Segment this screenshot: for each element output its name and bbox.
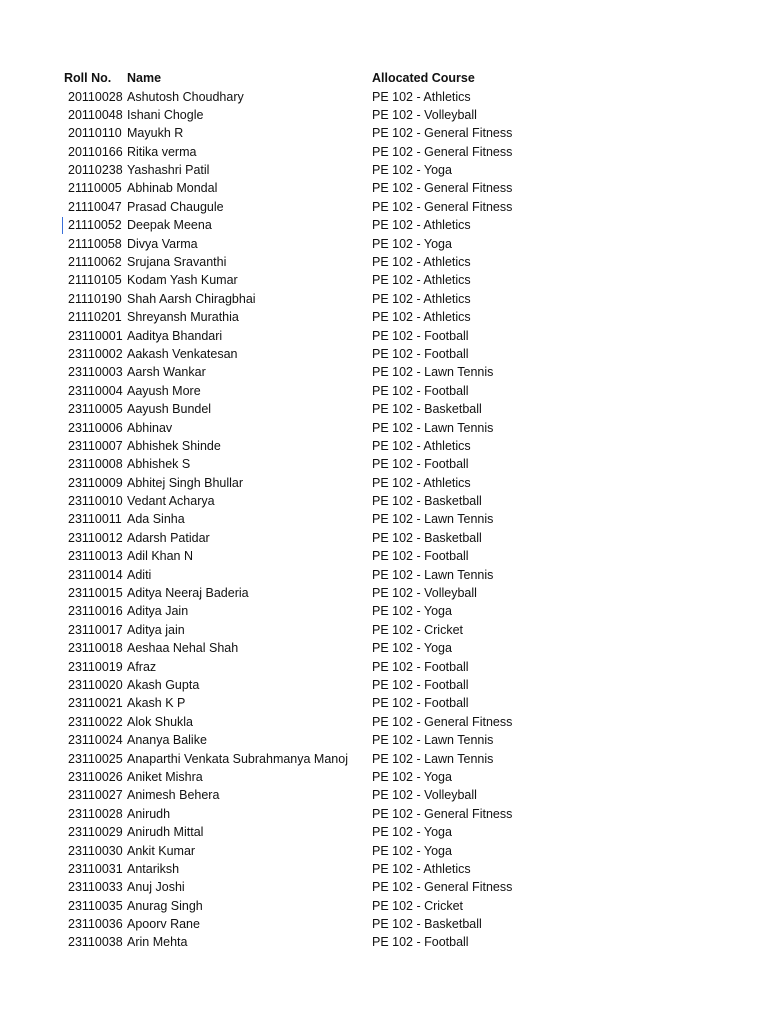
table-row (0, 547, 768, 565)
cell-name: Aniket Mishra (127, 769, 203, 784)
cell-roll-no: 20110238 (68, 163, 123, 178)
cell-name: Aditya jain (127, 622, 185, 637)
cell-name: Abhinav (127, 420, 173, 435)
cell-allocated-course: PE 102 - Cricket (372, 898, 464, 913)
cell-name: Anirudh (127, 806, 171, 821)
cell-allocated-course: PE 102 - Athletics (372, 310, 471, 325)
cell-roll-no: 23110028 (68, 806, 123, 821)
cell-allocated-course: PE 102 - Yoga (372, 769, 452, 784)
cell-roll-no: 23110033 (68, 880, 123, 895)
cell-allocated-course: PE 102 - General Fitness (372, 126, 513, 141)
table-row (0, 290, 768, 308)
table-row (0, 492, 768, 510)
cell-allocated-course: PE 102 - Athletics (372, 273, 471, 288)
cell-roll-no: 23110018 (68, 641, 123, 656)
cell-roll-no: 23110030 (68, 843, 123, 858)
table-row (0, 124, 768, 142)
cell-name: Aayush Bundel (127, 402, 212, 417)
cell-roll-no: 23110024 (68, 733, 123, 748)
cell-name: Akash K P (127, 696, 186, 711)
cell-allocated-course: PE 102 - Football (372, 935, 469, 950)
cell-name: Aarsh Wankar (127, 365, 206, 380)
cell-name: Ritika verma (127, 144, 197, 159)
cell-roll-no: 20110048 (68, 107, 123, 122)
cell-name: Aaditya Bhandari (127, 328, 223, 343)
table-row (0, 639, 768, 657)
table-row (0, 694, 768, 712)
cell-name: Anirudh Mittal (127, 825, 204, 840)
table-header (0, 69, 768, 87)
cell-allocated-course: PE 102 - General Fitness (372, 181, 513, 196)
cell-roll-no: 23110017 (68, 622, 123, 637)
table-row (0, 455, 768, 473)
cell-roll-no: 23110009 (68, 475, 123, 490)
cell-allocated-course: PE 102 - Cricket (372, 622, 464, 637)
cell-roll-no: 23110001 (68, 328, 123, 343)
cell-roll-no: 23110021 (68, 696, 123, 711)
cell-allocated-course: PE 102 - Basketball (372, 402, 482, 417)
table-row (0, 860, 768, 878)
cell-allocated-course: PE 102 - Football (372, 659, 469, 674)
cell-roll-no: 23110020 (68, 678, 123, 692)
cell-roll-no: 23110002 (68, 346, 123, 361)
cell-allocated-course: PE 102 - Yoga (372, 843, 452, 858)
cell-name: Shreyansh Murathia (127, 310, 239, 325)
cell-allocated-course: PE 102 - Basketball (372, 494, 482, 509)
table-row (0, 271, 768, 289)
table-row (0, 437, 768, 455)
cell-name: Kodam Yash Kumar (127, 273, 238, 288)
table-row (0, 382, 768, 400)
cell-allocated-course: PE 102 - Athletics (372, 291, 471, 306)
cell-allocated-course: PE 102 - General Fitness (372, 714, 513, 729)
cell-allocated-course: PE 102 - Athletics (372, 218, 471, 233)
table-body (0, 88, 768, 952)
header-allocated-course: Allocated Course (372, 71, 475, 85)
table-row (0, 161, 768, 179)
table-row (0, 621, 768, 639)
cell-name: Divya Varma (127, 236, 198, 251)
cell-roll-no: 23110038 (68, 935, 123, 950)
table-row (0, 768, 768, 786)
table-row (0, 529, 768, 547)
table-row (0, 235, 768, 253)
cell-allocated-course: PE 102 - Yoga (372, 163, 452, 178)
cell-allocated-course: PE 102 - Football (372, 696, 469, 711)
table-row (0, 216, 768, 234)
cell-allocated-course: PE 102 - Volleyball (372, 788, 477, 803)
cell-name: Akash Gupta (127, 678, 200, 692)
table-row (0, 566, 768, 584)
cell-roll-no: 21110062 (68, 255, 122, 270)
cell-roll-no: 23110004 (68, 383, 123, 398)
cell-name: Apoorv Rane (127, 917, 200, 932)
cell-allocated-course: PE 102 - Volleyball (372, 586, 477, 601)
table-row (0, 658, 768, 676)
table-row (0, 106, 768, 124)
cell-name: Arin Mehta (127, 935, 188, 950)
cell-name: Mayukh R (127, 126, 184, 141)
cell-name: Aditya Jain (127, 604, 189, 619)
cell-name: Anurag Singh (127, 898, 203, 913)
cell-allocated-course: PE 102 - Yoga (372, 236, 452, 251)
cell-roll-no: 21110190 (68, 291, 122, 306)
cell-roll-no: 21110005 (68, 181, 122, 196)
cell-allocated-course: PE 102 - Lawn Tennis (372, 567, 494, 582)
cell-name: Vedant Acharya (127, 494, 215, 509)
cell-allocated-course: PE 102 - Athletics (372, 438, 471, 453)
cell-roll-no: 23110003 (68, 365, 123, 380)
cell-name: Afraz (127, 659, 157, 674)
cell-name: Shah Aarsh Chiragbhai (127, 291, 256, 306)
cell-roll-no: 20110028 (68, 89, 123, 104)
cell-roll-no: 21110047 (68, 199, 122, 214)
cell-roll-no: 21110058 (68, 236, 122, 251)
cell-allocated-course: PE 102 - Football (372, 678, 469, 692)
cell-roll-no: 23110029 (68, 825, 123, 840)
cell-roll-no: 23110011 (68, 512, 122, 527)
header-name: Name (127, 71, 162, 85)
table-row (0, 308, 768, 326)
cell-allocated-course: PE 102 - Athletics (372, 475, 471, 490)
cell-name: Alok Shukla (127, 714, 194, 729)
cell-allocated-course: PE 102 - General Fitness (372, 144, 513, 159)
cell-roll-no: 23110005 (68, 402, 123, 417)
cell-name: Adil Khan N (127, 549, 194, 564)
cell-roll-no: 23110012 (68, 530, 123, 545)
cell-roll-no: 21110052 (68, 218, 122, 233)
cell-name: Anaparthi Venkata Subrahmanya Manoj (127, 751, 348, 766)
table-row (0, 419, 768, 437)
cell-roll-no: 23110027 (68, 788, 123, 803)
cell-name: Adarsh Patidar (127, 530, 210, 545)
cell-name: Aayush More (127, 383, 201, 398)
cell-name: Aditya Neeraj Baderia (127, 586, 249, 601)
cell-roll-no: 23110035 (68, 898, 123, 913)
table-row (0, 897, 768, 915)
cell-name: Ishani Chogle (127, 107, 204, 122)
table-row (0, 878, 768, 896)
table-row (0, 713, 768, 731)
cell-name: Yashashri Patil (127, 163, 210, 178)
cell-roll-no: 23110013 (68, 549, 123, 564)
cell-allocated-course: PE 102 - Yoga (372, 604, 452, 619)
cell-roll-no: 23110010 (68, 494, 123, 509)
cell-allocated-course: PE 102 - General Fitness (372, 199, 513, 214)
cell-name: Aditi (127, 567, 152, 582)
header-roll-no: Roll No. (64, 71, 112, 85)
table-row (0, 933, 768, 951)
cell-roll-no: 21110201 (68, 310, 122, 325)
cell-allocated-course: PE 102 - Lawn Tennis (372, 733, 494, 748)
cell-name: Abhinab Mondal (127, 181, 218, 196)
cell-roll-no: 23110008 (68, 457, 123, 472)
cell-name: Ananya Balike (127, 733, 207, 748)
cell-roll-no: 23110022 (68, 714, 123, 729)
cell-name: Animesh Behera (127, 788, 220, 803)
table-row (0, 327, 768, 345)
cell-name: Aeshaa Nehal Shah (127, 641, 239, 656)
table-row (0, 805, 768, 823)
cell-name: Antariksh (127, 861, 180, 876)
cell-allocated-course: PE 102 - Lawn Tennis (372, 751, 494, 766)
cell-name: Ashutosh Choudhary (127, 89, 244, 104)
table-row (0, 143, 768, 161)
cell-name: Deepak Meena (127, 218, 212, 233)
cell-name: Ankit Kumar (127, 843, 196, 858)
cell-roll-no: 23110006 (68, 420, 123, 435)
cell-name: Srujana Sravanthi (127, 255, 227, 270)
cell-allocated-course: PE 102 - Football (372, 328, 469, 343)
table-row (0, 676, 768, 694)
table-row (0, 88, 768, 106)
cell-allocated-course: PE 102 - Lawn Tennis (372, 512, 494, 527)
table-row (0, 253, 768, 271)
table-row (0, 474, 768, 492)
cell-allocated-course: PE 102 - Volleyball (372, 107, 477, 122)
cell-roll-no: 23110007 (68, 438, 123, 453)
table-row (0, 584, 768, 602)
cell-name: Prasad Chaugule (127, 199, 224, 214)
table-row (0, 823, 768, 841)
cell-allocated-course: PE 102 - Football (372, 457, 469, 472)
table-row (0, 510, 768, 528)
cell-name: Abhishek Shinde (127, 438, 221, 453)
cell-name: Anuj Joshi (127, 880, 185, 895)
cell-allocated-course: PE 102 - General Fitness (372, 806, 513, 821)
cell-name: Aakash Venkatesan (127, 346, 238, 361)
cell-allocated-course: PE 102 - Basketball (372, 530, 482, 545)
cell-name: Ada Sinha (127, 512, 185, 527)
cell-allocated-course: PE 102 - Football (372, 383, 469, 398)
cell-allocated-course: PE 102 - Athletics (372, 89, 471, 104)
cell-name: Abhitej Singh Bhullar (127, 475, 244, 490)
cell-allocated-course: PE 102 - Football (372, 549, 469, 564)
cell-roll-no: 23110031 (68, 861, 123, 876)
cell-roll-no: 23110014 (68, 567, 123, 582)
cell-allocated-course: PE 102 - Yoga (372, 825, 452, 840)
cell-allocated-course: PE 102 - Athletics (372, 255, 471, 270)
cell-roll-no: 23110016 (68, 604, 123, 619)
cell-allocated-course: PE 102 - Lawn Tennis (372, 365, 494, 380)
cell-allocated-course: PE 102 - Lawn Tennis (372, 420, 494, 435)
cell-roll-no: 23110026 (68, 769, 123, 784)
table-row (0, 198, 768, 216)
table-row (0, 750, 768, 768)
cell-roll-no: 23110019 (68, 659, 123, 674)
table-row (0, 345, 768, 363)
cell-roll-no: 20110110 (68, 126, 122, 141)
table-row (0, 400, 768, 418)
cell-roll-no: 21110105 (68, 273, 122, 288)
cell-allocated-course: PE 102 - Basketball (372, 917, 482, 932)
table-row (0, 731, 768, 749)
cell-roll-no: 23110015 (68, 586, 123, 601)
table-row (0, 842, 768, 860)
cell-allocated-course: PE 102 - Yoga (372, 641, 452, 656)
cell-roll-no: 20110166 (68, 144, 123, 159)
cell-name: Abhishek S (127, 457, 191, 472)
cell-roll-no: 23110025 (68, 751, 123, 766)
cell-roll-no: 23110036 (68, 917, 123, 932)
table-row (0, 915, 768, 933)
table-row (0, 179, 768, 197)
cell-allocated-course: PE 102 - Athletics (372, 861, 471, 876)
table-row (0, 602, 768, 620)
table-row (0, 363, 768, 381)
cell-allocated-course: PE 102 - General Fitness (372, 880, 513, 895)
cell-allocated-course: PE 102 - Football (372, 346, 469, 361)
table-row (0, 786, 768, 804)
